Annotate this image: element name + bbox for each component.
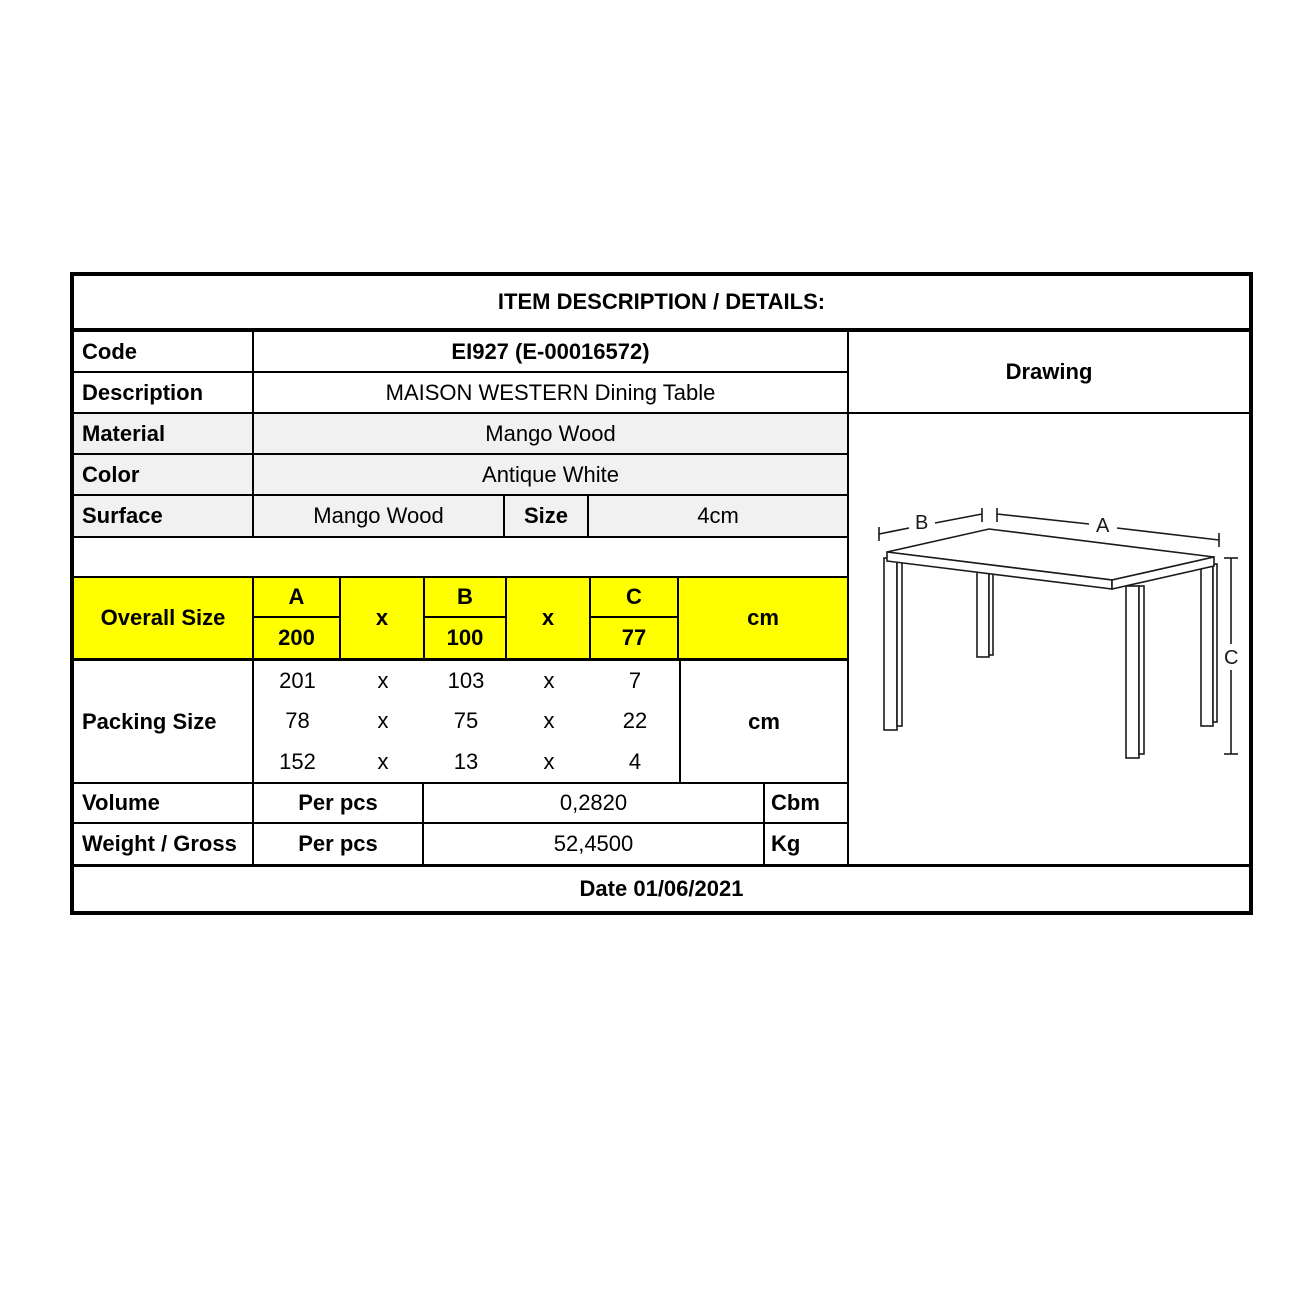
overall-size-label: Overall Size xyxy=(74,578,254,658)
color-value: Antique White xyxy=(482,461,619,487)
packing-value: 13 xyxy=(453,748,479,774)
material-row xyxy=(74,414,847,455)
dimension-c-label: C xyxy=(1224,646,1239,669)
description-value: MAISON WESTERN Dining Table xyxy=(385,379,716,405)
surface-size-label: Size xyxy=(505,496,589,536)
drawing-title: Drawing xyxy=(849,332,1249,414)
surface-row xyxy=(74,496,847,538)
packing-value: 4 xyxy=(628,748,642,774)
material-value: Mango Wood xyxy=(485,420,616,446)
weight-label: Weight / Gross xyxy=(74,824,254,864)
table-top xyxy=(887,529,1214,589)
weight-value: 52,4500 xyxy=(424,824,765,864)
table-legs xyxy=(884,558,1217,758)
packing-separator: x xyxy=(377,708,389,734)
description-row xyxy=(74,373,847,414)
packing-separator: x xyxy=(543,748,555,774)
packing-separator: x xyxy=(543,708,555,734)
volume-basis: Per pcs xyxy=(254,784,424,822)
packing-size-values xyxy=(254,661,679,782)
surface-label: Surface xyxy=(74,496,254,536)
color-label: Color xyxy=(74,455,254,494)
packing-value: 152 xyxy=(279,748,316,774)
volume-unit: Cbm xyxy=(771,790,820,815)
packing-separator: x xyxy=(377,668,389,694)
packing-size-unit: cm xyxy=(679,661,847,782)
overall-size-unit: cm xyxy=(747,605,779,630)
surface-size-value: 4cm xyxy=(697,503,739,528)
drawing-column xyxy=(849,332,1249,864)
packing-value: 201 xyxy=(279,668,316,694)
weight-unit: Kg xyxy=(771,831,801,856)
sheet-title: ITEM DESCRIPTION / DETAILS: xyxy=(74,276,1249,332)
drawing-cell xyxy=(849,414,1249,864)
volume-label: Volume xyxy=(74,784,254,822)
code-value: EI927 (E-00016572) xyxy=(451,338,650,364)
item-spec-sheet xyxy=(70,272,1253,915)
overall-size-col-c-header: C xyxy=(591,578,679,618)
code-row xyxy=(74,332,847,373)
spec-columns xyxy=(74,332,849,864)
packing-value: 22 xyxy=(622,708,648,734)
packing-size-row xyxy=(74,661,847,784)
overall-size-separator-2: x xyxy=(507,578,591,658)
volume-row xyxy=(74,784,847,824)
weight-row xyxy=(74,824,847,864)
packing-value: 103 xyxy=(447,668,485,694)
volume-value: 0,2820 xyxy=(424,784,765,822)
code-label: Code xyxy=(74,332,254,371)
packing-value: 7 xyxy=(628,668,642,694)
color-row xyxy=(74,455,847,496)
spacer-row xyxy=(74,538,847,578)
description-label: Description xyxy=(74,373,254,412)
dimension-b-label: B xyxy=(915,511,929,534)
table-drawing xyxy=(849,472,1249,807)
packing-value: 75 xyxy=(453,708,479,734)
overall-size-b-value: 100 xyxy=(425,618,507,658)
overall-size-a-value: 200 xyxy=(254,618,341,658)
overall-size-col-b-header: B xyxy=(425,578,507,618)
overall-size-separator-1: x xyxy=(341,578,425,658)
date-row xyxy=(74,864,1249,911)
packing-value: 78 xyxy=(285,708,310,734)
overall-size-c-value: 77 xyxy=(591,618,679,658)
material-label: Material xyxy=(74,414,254,453)
surface-value: Mango Wood xyxy=(254,496,505,536)
overall-size-col-a-header: A xyxy=(254,578,341,618)
packing-separator: x xyxy=(543,668,555,694)
overall-size-row xyxy=(74,578,847,661)
packing-size-label: Packing Size xyxy=(74,661,254,782)
packing-separator: x xyxy=(377,748,389,774)
dimension-c xyxy=(1224,558,1238,754)
date-text: Date 01/06/2021 xyxy=(579,876,744,901)
sheet-body xyxy=(74,332,1249,864)
dimension-a-label: A xyxy=(1096,514,1110,537)
weight-basis: Per pcs xyxy=(254,824,424,864)
